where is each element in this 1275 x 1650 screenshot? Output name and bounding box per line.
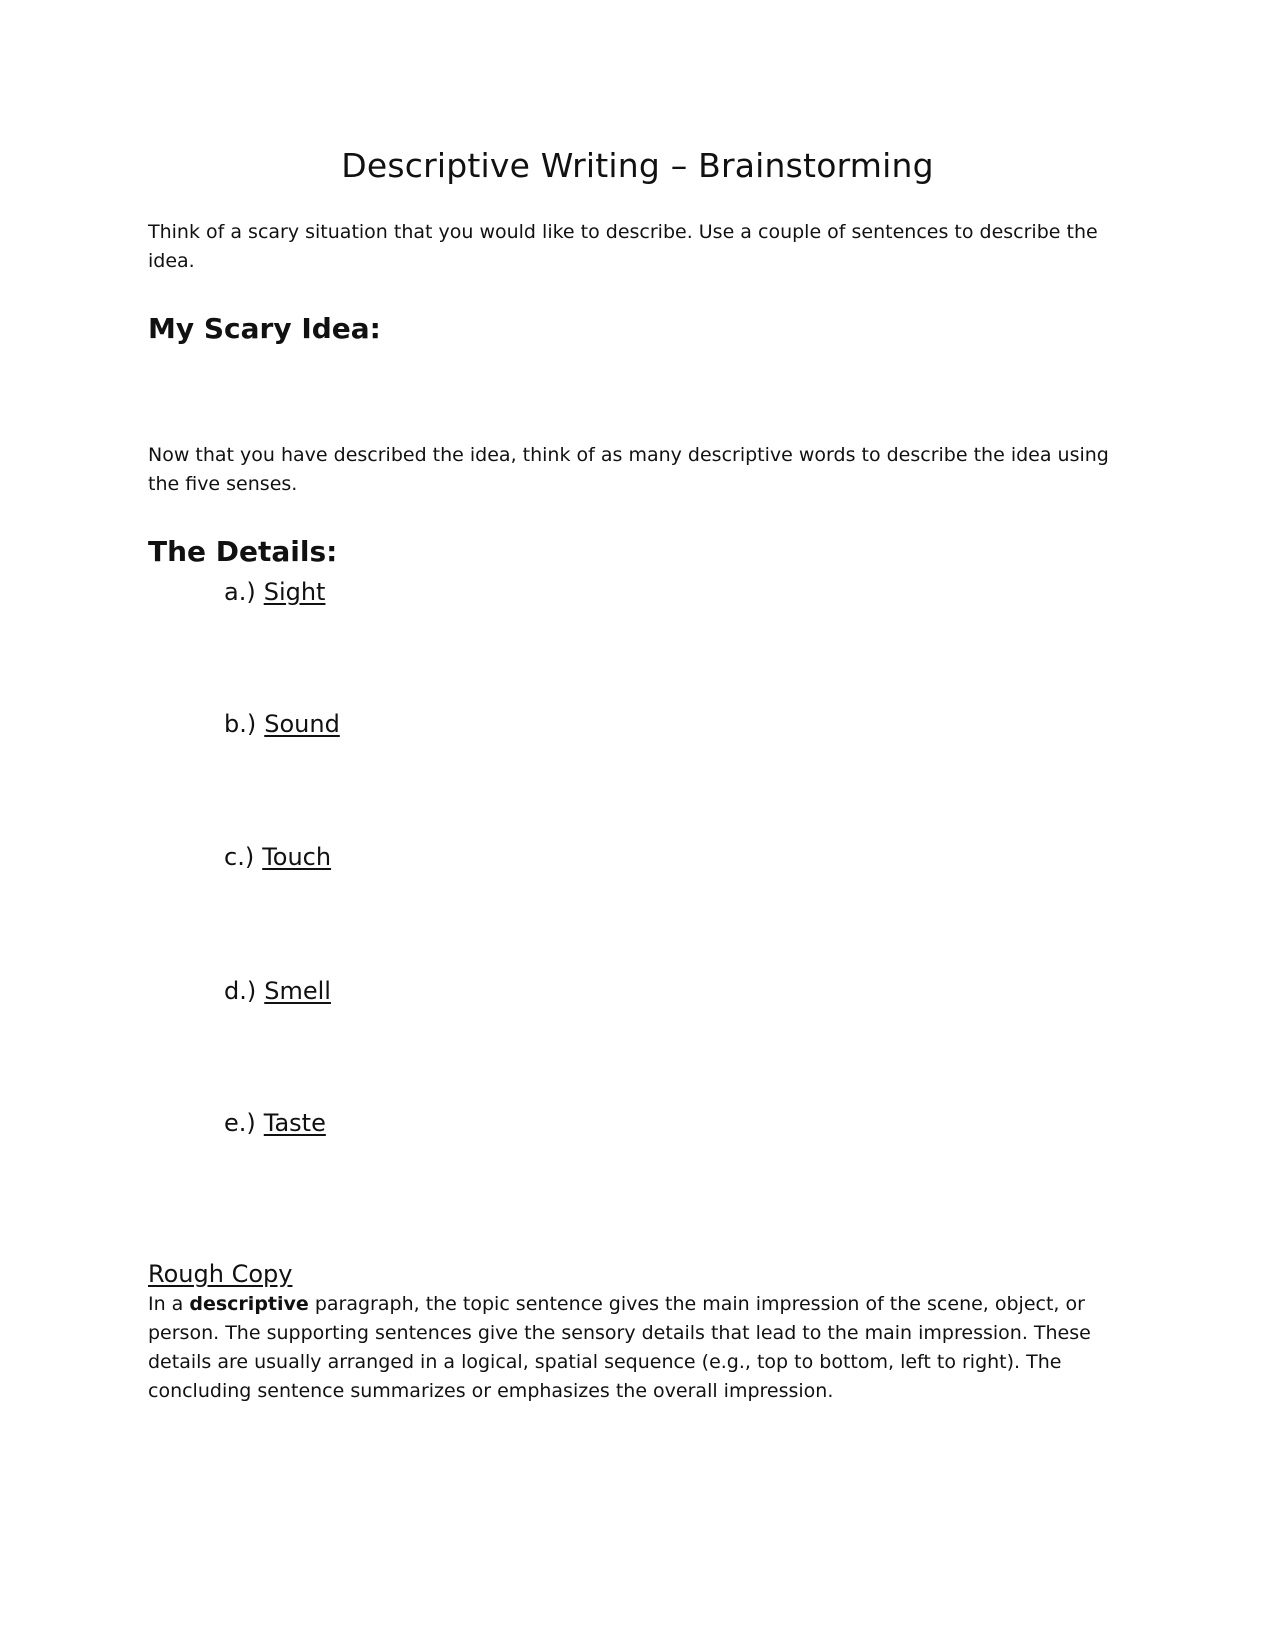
sense-name: Taste: [263, 1109, 326, 1137]
sense-name: Touch: [262, 843, 332, 871]
sense-name: Smell: [264, 977, 331, 1005]
sense-name: Sound: [264, 710, 340, 738]
rough-copy-text-rest: paragraph, the topic sentence gives the main impression of the scene, object, or person. The supporting sentences give the sensory details that lead to the main impression. These details are usually arranged in a logical, spatial sequence (e.g., top to bottom, left to right). The concluding sentence summarizes or emphasizes the overall impression.: [148, 1293, 1091, 1402]
rough-copy-title: Rough Copy: [148, 1260, 293, 1288]
sense-letter: d.): [224, 977, 257, 1005]
details-heading: The Details:: [148, 535, 338, 568]
sense-letter: c.): [224, 843, 255, 871]
sense-letter: e.): [224, 1109, 256, 1137]
rough-copy-bold-word: descriptive: [189, 1293, 309, 1315]
sense-item-touch: [224, 843, 331, 871]
sense-item-sound: [224, 710, 340, 738]
sense-letter: b.): [224, 710, 257, 738]
rough-copy-text-start: In a: [148, 1293, 190, 1315]
senses-intro-paragraph: Now that you have described the idea, think of as many descriptive words to describe the idea using the five senses.: [148, 444, 1109, 495]
intro-paragraph: Think of a scary situation that you would like to describe. Use a couple of sentences to describe the idea.: [148, 221, 1098, 272]
rough-copy-paragraph: [148, 1290, 1148, 1406]
page-title: Descriptive Writing – Brainstorming: [341, 146, 934, 185]
sense-name: Sight: [263, 578, 326, 606]
sense-item-sight: [224, 578, 325, 606]
sense-letter: a.): [224, 578, 256, 606]
idea-heading: My Scary Idea:: [148, 312, 381, 345]
sense-item-smell: [224, 977, 331, 1005]
sense-item-taste: [224, 1109, 326, 1137]
